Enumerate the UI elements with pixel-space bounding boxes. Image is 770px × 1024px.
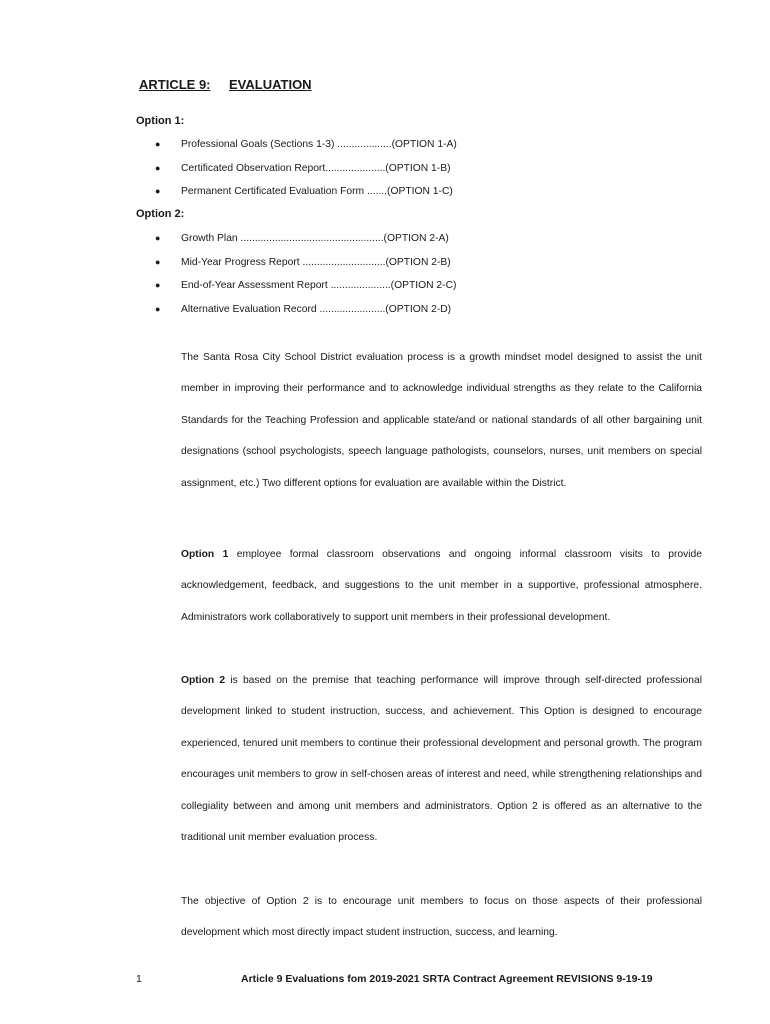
option-1-heading: Option 1: — [136, 115, 185, 127]
bullet-icon: ● — [155, 162, 161, 173]
bullet-icon: ● — [155, 303, 161, 314]
list-item: ● Mid-Year Progress Report .............................(OPTION 2-B) — [155, 256, 451, 268]
option-1-paragraph — [181, 539, 702, 633]
article-number: ARTICLE 9: — [139, 77, 211, 92]
bullet-icon: ● — [155, 280, 161, 290]
bullet-icon: ● — [155, 139, 161, 149]
page-number: 1 — [136, 973, 142, 985]
option-1-list — [155, 137, 715, 208]
intro-paragraph: The Santa Rosa City School District evaluation process is a growth mindset model designed to assist the unit member in improving their performance and to acknowledge individual strengths as they relate to the California Standards for the Teaching Profession and applicable state/and or national standards of all other bargaining unit designations (school psychologists, speech language pathologists, counselors, nurses, unit members on special assignment, etc.) Two different options for evaluation are available within the District. — [181, 352, 702, 489]
bullet-icon: ● — [155, 186, 161, 196]
option-1-text: employee formal classroom observations and ongoing informal classroom visits to provide acknowledgement, feedback, and suggestions to the unit member in a supportive, professional atmosphere. Administrators work collaboratively to support unit members in their professional development. — [181, 549, 702, 623]
list-item: ● Alternative Evaluation Record .......................(OPTION 2-D) — [155, 303, 452, 315]
list-item: ● Permanent Certificated Evaluation Form .......(OPTION 1-C) — [155, 186, 453, 197]
option-2-list — [155, 231, 715, 325]
list-item: ● Professional Goals (Sections 1-3) ...................(OPTION 1-A) — [155, 139, 457, 150]
article-heading — [139, 77, 312, 92]
option-2-heading: Option 2: — [136, 208, 185, 220]
option-2-lead: Option 2 — [181, 675, 226, 686]
bullet-icon: ● — [155, 233, 161, 243]
option-1-lead: Option 1 — [181, 549, 229, 560]
bullet-icon: ● — [155, 256, 161, 267]
article-title: EVALUATION — [229, 77, 312, 92]
option-2-paragraph — [181, 665, 702, 853]
footer-title: Article 9 Evaluations fom 2019-2021 SRTA Contract Agreement REVISIONS 9-19-19 — [241, 973, 653, 985]
list-item: ● Certificated Observation Report.....................(OPTION 1-B) — [155, 162, 451, 174]
list-item: ● End-of-Year Assessment Report .....................(OPTION 2-C) — [155, 280, 457, 291]
list-item: ● Growth Plan ..................................................(OPTION 2-A) — [155, 233, 449, 244]
option-2-text: is based on the premise that teaching performance will improve through self-directed professional development linked to student instruction, success, and achievement. This Option is designed to encourage experienced, tenured unit members to continue their professional development and personal growth. The program encourages unit members to grow in self-chosen areas of interest and need, while strengthening relationships and collegiality between and among unit members and administrators. Option 2 is offered as an alternative to the traditional unit member evaluation process. — [181, 675, 702, 844]
objective-paragraph: The objective of Option 2 is to encourage unit members to focus on those aspects of their professional development which most directly impact student instruction, success, and learning. — [181, 896, 702, 939]
